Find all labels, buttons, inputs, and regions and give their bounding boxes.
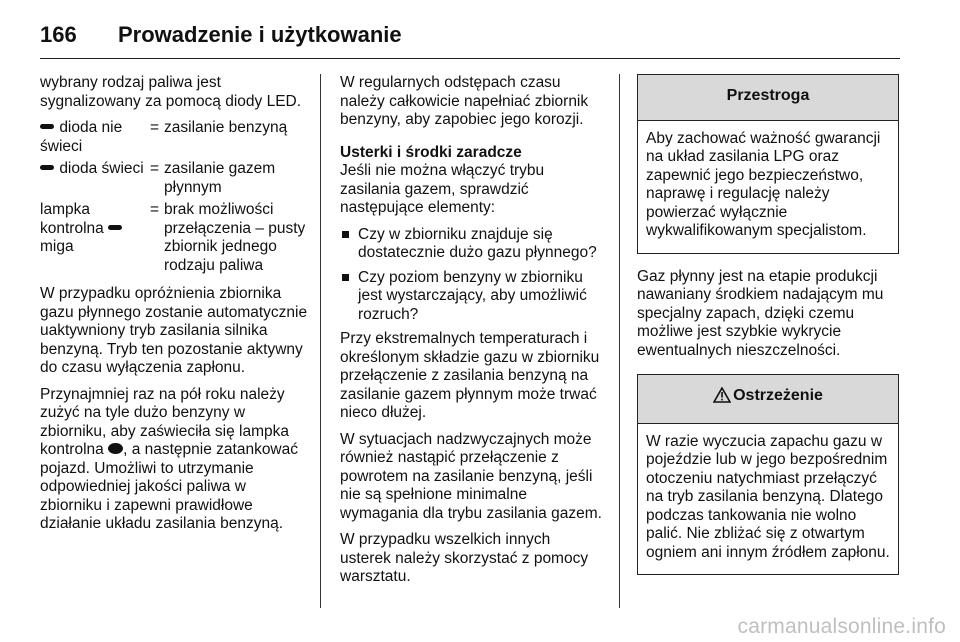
led-dash-icon — [108, 225, 122, 230]
column-left — [40, 74, 310, 542]
warning-text: W razie wyczucia zapachu gazu w pojeździe lub w jego bezpośrednim otoczeniu natychmiast przełączyć na tryb zasilania benzyną. Dlatego podczas tankowania nie wolno palić. Nie zbliżać się z otwartym ogniem ani innym źródłem zapłonu. — [646, 432, 890, 561]
indicator-row — [40, 160, 310, 197]
page-number: 166 — [40, 22, 77, 47]
indicator-meaning: brak możliwości przełączenia – pusty zbiornik jednego rodzaju paliwa — [164, 201, 306, 274]
equals-sign: = — [150, 160, 160, 177]
body-paragraph: Jeśli nie można włączyć trybu zasilania gazem, sprawdzić następujące elementy: — [340, 162, 545, 216]
led-dash-icon — [40, 165, 54, 170]
bullet-icon — [342, 274, 349, 281]
checklist — [340, 226, 602, 325]
warning-triangle-icon — [713, 387, 731, 409]
indicator-table — [40, 119, 310, 275]
led-dash-icon — [40, 124, 54, 129]
page-title: Prowadzenie i użytkowanie — [118, 22, 402, 47]
bullet-icon — [342, 231, 349, 238]
equals-sign: = — [150, 119, 160, 136]
indicator-state-suffix: miga — [40, 238, 74, 255]
indicator-state: lampka kontrolna — [40, 201, 104, 237]
indicator-meaning: zasilanie benzyną — [164, 119, 288, 136]
indicator-state: dioda nie świeci — [40, 119, 123, 155]
caution-title: Przestroga — [638, 75, 898, 121]
page-header — [40, 18, 900, 59]
intro-paragraph: wybrany rodzaj paliwa jest sygnalizowany za pomocą diody LED. — [40, 74, 302, 110]
body-paragraph: W regularnych odstępach czasu należy całkowicie napełniać zbiornik benzyny, aby zapobiec jego korozji. — [340, 74, 589, 128]
body-paragraph: W przypadku wszelkich innych usterek należy skorzystać z pomocy warsztatu. — [340, 531, 589, 585]
body-paragraph: W sytuacjach nadzwyczajnych może również nastąpić przełączenie z powrotem na zasilanie benzyną, jeśli nie są spełnione minimalne wymagania dla trybu zasilania gazem. — [340, 430, 602, 522]
list-item: Czy poziom benzyny w zbiorniku jest wystarczający, aby umożliwić rozruch? — [340, 269, 602, 325]
column-right — [637, 74, 899, 589]
caution-text: Aby zachować ważność gwarancji na układ zasilania LPG oraz zapewnić jego bezpieczeństwo, naprawę i regulację należy powierzać wyłącznie wykwalifikowanym specjalistom. — [646, 129, 881, 239]
section-heading: Usterki i środki zaradcze — [340, 143, 522, 161]
equals-sign: = — [150, 201, 160, 218]
body-paragraph: Gaz płynny jest na etapie produkcji nawaniany środkiem nadającym mu specjalny zapach, dzięki czemu możliwe jest szybkie wykrycie ewentualnych nieszczelności. — [637, 267, 884, 359]
warning-title: Ostrzeżenie — [733, 387, 823, 404]
warning-box — [637, 374, 899, 575]
watermark: carmanualsonline.info — [737, 615, 946, 638]
indicator-meaning: zasilanie gazem płynnym — [164, 160, 276, 196]
indicator-row — [40, 201, 310, 275]
column-divider — [619, 74, 620, 608]
fuel-indicator-icon — [108, 443, 123, 454]
caution-box — [637, 74, 899, 254]
body-paragraph: Przynajmniej raz na pół roku należy zużyć na tyle dużo benzyny w zbiorniku, aby zaświeciła się lampka kontrolna , a następnie zatankować pojazd. Umożliwi to utrzymanie odpowiedniej jakości paliwa w zbiorniku i zapewni prawidłowe działanie układu zasilania benzyną. — [40, 385, 298, 532]
indicator-row — [40, 119, 310, 156]
column-middle — [340, 74, 602, 595]
body-paragraph: W przypadku opróżnienia zbiornika gazu płynnego zostanie automatycznie uaktywniony tryb zasilania silnika benzyną. Tryb ten pozostanie aktywny do czasu wyłączenia zapłonu. — [40, 285, 308, 376]
column-divider — [320, 74, 321, 608]
list-item: Czy w zbiorniku znajduje się dostatecznie dużo gazu płynnego? — [340, 226, 602, 263]
body-paragraph: Przy ekstremalnych temperaturach i określonym składzie gazu w zbiorniku przełączenie z zasilania benzyną na zasilanie gazem płynnym może trwać nieco dłużej. — [340, 330, 600, 421]
indicator-state: dioda świeci — [59, 160, 144, 177]
